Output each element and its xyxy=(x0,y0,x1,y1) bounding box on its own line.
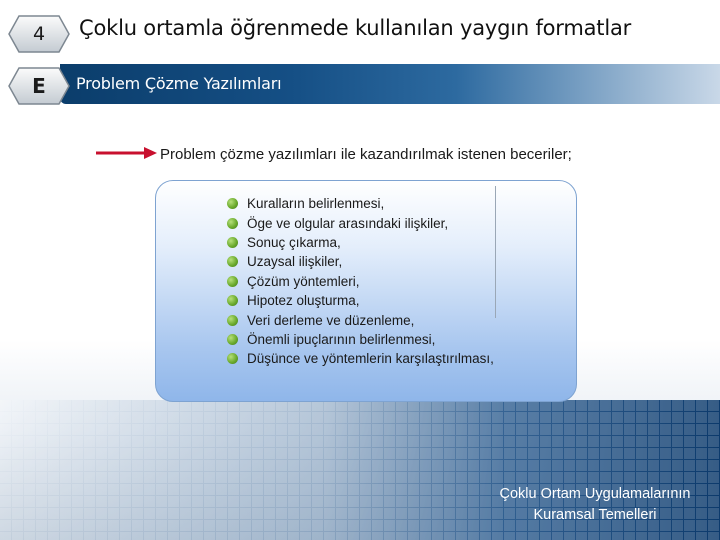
skill-text: Önemli ipuçlarının belirlenmesi, xyxy=(247,331,436,347)
list-item xyxy=(227,252,494,271)
footer-line-1: Çoklu Ortam Uygulamalarının xyxy=(499,486,691,502)
green-bullet-icon xyxy=(227,276,238,287)
green-bullet-icon xyxy=(227,198,238,209)
list-item xyxy=(227,213,494,232)
green-bullet-icon xyxy=(227,334,238,345)
skill-text: Hipotez oluşturma, xyxy=(247,293,360,309)
footer-line-2: Kuramsal Temelleri xyxy=(533,507,657,523)
divider xyxy=(495,186,496,318)
lead-text: Problem çözme yazılımları ile kazandırılmak istenen beceriler; xyxy=(160,146,572,163)
page-title: Çoklu ortamla öğrenmede kullanılan yaygın formatlar xyxy=(79,16,632,40)
green-bullet-icon xyxy=(227,256,238,267)
subsection-letter-badge xyxy=(7,66,71,106)
list-item xyxy=(227,233,494,252)
list-item xyxy=(227,291,494,310)
subsection-letter: E xyxy=(32,74,46,98)
list-item xyxy=(227,310,494,329)
green-bullet-icon xyxy=(227,218,238,229)
skill-text: Öge ve olgular arasındaki ilişkiler, xyxy=(247,215,449,231)
footer-caption xyxy=(470,484,720,526)
list-item xyxy=(227,272,494,291)
skill-text: Veri derleme ve düzenleme, xyxy=(247,312,415,328)
subheader-title: Problem Çözme Yazılımları xyxy=(76,74,282,93)
skill-text: Çözüm yöntemleri, xyxy=(247,273,360,289)
skill-text: Düşünce ve yöntemlerin karşılaştırılması, xyxy=(247,351,494,367)
right-arrow-icon xyxy=(96,146,158,160)
skill-text: Sonuç çıkarma, xyxy=(247,234,341,250)
list-item xyxy=(227,330,494,349)
list-item xyxy=(227,349,494,368)
green-bullet-icon xyxy=(227,237,238,248)
skills-list xyxy=(227,194,494,369)
skill-text: Uzaysal ilişkiler, xyxy=(247,254,343,270)
green-bullet-icon xyxy=(227,353,238,364)
skill-text: Kuralların belirlenmesi, xyxy=(247,196,385,212)
green-bullet-icon xyxy=(227,295,238,306)
section-number-badge xyxy=(7,14,71,54)
list-item xyxy=(227,194,494,213)
green-bullet-icon xyxy=(227,315,238,326)
section-number: 4 xyxy=(32,23,46,45)
